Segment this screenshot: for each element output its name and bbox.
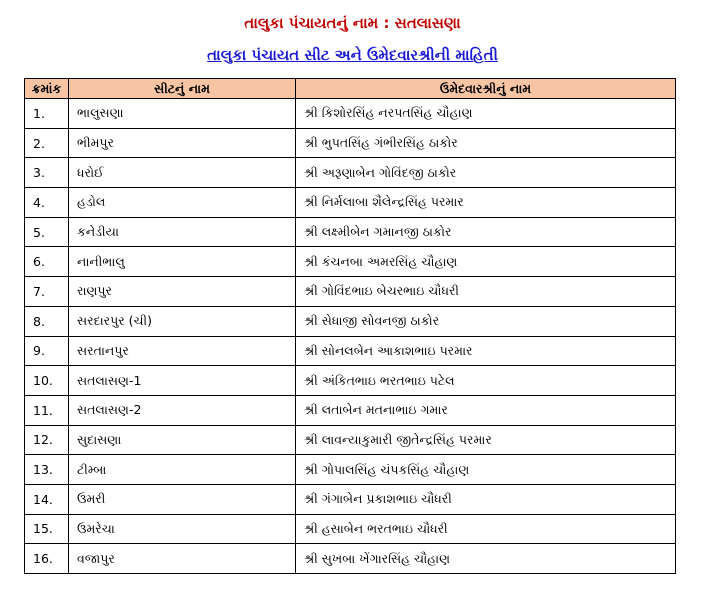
table-row — [25, 336, 676, 366]
cell-seat-name: ભાલુસણા — [69, 99, 296, 129]
cell-serial-number: 6. — [25, 247, 69, 277]
cell-seat-name: સરદારપુર (ચી) — [69, 306, 296, 336]
cell-candidate-name: શ્રી લક્ષ્મીબેન ગમાનજી ઠાકોર — [296, 217, 676, 247]
table-row — [25, 395, 676, 425]
cell-serial-number: 8. — [25, 306, 69, 336]
cell-candidate-name: શ્રી નિર્મલાબા શૈલેન્દ્રસિંહ પરમાર — [296, 188, 676, 218]
table-row — [25, 484, 676, 514]
header-candidate-name: ઉમેદવારશ્રીનું નામ — [296, 79, 676, 99]
cell-seat-name: ટીમ્બા — [69, 455, 296, 485]
seat-candidate-table — [24, 78, 676, 574]
table-row — [25, 128, 676, 158]
cell-seat-name: રાણપુર — [69, 277, 296, 307]
cell-candidate-name: શ્રી સોનલબેન આકાશભાઇ પરમાર — [296, 336, 676, 366]
table-row — [25, 99, 676, 129]
cell-candidate-name: શ્રી સુખબા ખેંગારસિંહ ચૌહાણ — [296, 544, 676, 574]
header-serial-number: ક્રમાંક — [25, 79, 69, 99]
cell-serial-number: 10. — [25, 366, 69, 396]
header-seat-name: સીટનું નામ — [69, 79, 296, 99]
cell-serial-number: 1. — [25, 99, 69, 129]
cell-seat-name: સતલાસણ-2 — [69, 395, 296, 425]
cell-seat-name: સરતાનપુર — [69, 336, 296, 366]
table-row — [25, 306, 676, 336]
cell-seat-name: કનેડીયા — [69, 217, 296, 247]
page-title: તાલુકા પંચાયતનું નામ : સતલાસણા — [244, 14, 461, 32]
table-row — [25, 366, 676, 396]
cell-serial-number: 9. — [25, 336, 69, 366]
cell-seat-name: ઉમરી — [69, 484, 296, 514]
cell-candidate-name: શ્રી અરૂણાબેન ગોવિંદજી ઠાકોર — [296, 158, 676, 188]
cell-serial-number: 5. — [25, 217, 69, 247]
cell-seat-name: વજાપુર — [69, 544, 296, 574]
table-row — [25, 425, 676, 455]
table-row — [25, 544, 676, 574]
page-subtitle: તાલુકા પંચાયત સીટ અને ઉમેદવારશ્રીની માહિતી — [207, 46, 498, 64]
cell-serial-number: 15. — [25, 514, 69, 544]
cell-candidate-name: શ્રી ગંગાબેન પ્રકાશભાઇ ચૌધરી — [296, 484, 676, 514]
cell-serial-number: 16. — [25, 544, 69, 574]
table-row — [25, 188, 676, 218]
cell-seat-name: નાનીભાલુ — [69, 247, 296, 277]
cell-candidate-name: શ્રી લાવન્યાકુમારી જીતેન્દ્રસિંહ પરમાર — [296, 425, 676, 455]
cell-seat-name: ઉમરેચા — [69, 514, 296, 544]
cell-candidate-name: શ્રી સેધાજી સોવનજી ઠાકોર — [296, 306, 676, 336]
cell-seat-name: ભીમપુર — [69, 128, 296, 158]
table-row — [25, 277, 676, 307]
cell-serial-number: 4. — [25, 188, 69, 218]
cell-serial-number: 11. — [25, 395, 69, 425]
cell-serial-number: 12. — [25, 425, 69, 455]
cell-candidate-name: શ્રી કંચનબા અમરસિંહ ચૌહાણ — [296, 247, 676, 277]
cell-serial-number: 3. — [25, 158, 69, 188]
table-row — [25, 514, 676, 544]
table-row — [25, 455, 676, 485]
cell-candidate-name: શ્રી ભુપતસિંહ ગંભીરસિંહ ઠાકોર — [296, 128, 676, 158]
cell-candidate-name: શ્રી ગોપાલસિંહ ચંપકસિંહ ચૌહાણ — [296, 455, 676, 485]
table-row — [25, 247, 676, 277]
cell-seat-name: સતલાસણ-1 — [69, 366, 296, 396]
cell-candidate-name: શ્રી ગોવિંદભાઇ બેચરભાઇ ચૌધરી — [296, 277, 676, 307]
cell-candidate-name: શ્રી કિશોરસિંહ નરપતસિંહ ચૌહાણ — [296, 99, 676, 129]
cell-candidate-name: શ્રી હસાબેન ભરતભાઇ ચૌધરી — [296, 514, 676, 544]
cell-serial-number: 2. — [25, 128, 69, 158]
cell-candidate-name: શ્રી અંકિતભાઇ ભરતભાઇ પટેલ — [296, 366, 676, 396]
cell-seat-name: સુદાસણા — [69, 425, 296, 455]
table-row — [25, 158, 676, 188]
table-row — [25, 217, 676, 247]
cell-candidate-name: શ્રી લતાબેન મતનાભાઇ ગમાર — [296, 395, 676, 425]
cell-seat-name: હડોલ — [69, 188, 296, 218]
cell-serial-number: 13. — [25, 455, 69, 485]
table-header-row — [25, 79, 676, 99]
cell-serial-number: 14. — [25, 484, 69, 514]
cell-serial-number: 7. — [25, 277, 69, 307]
cell-seat-name: ધરોઈ — [69, 158, 296, 188]
